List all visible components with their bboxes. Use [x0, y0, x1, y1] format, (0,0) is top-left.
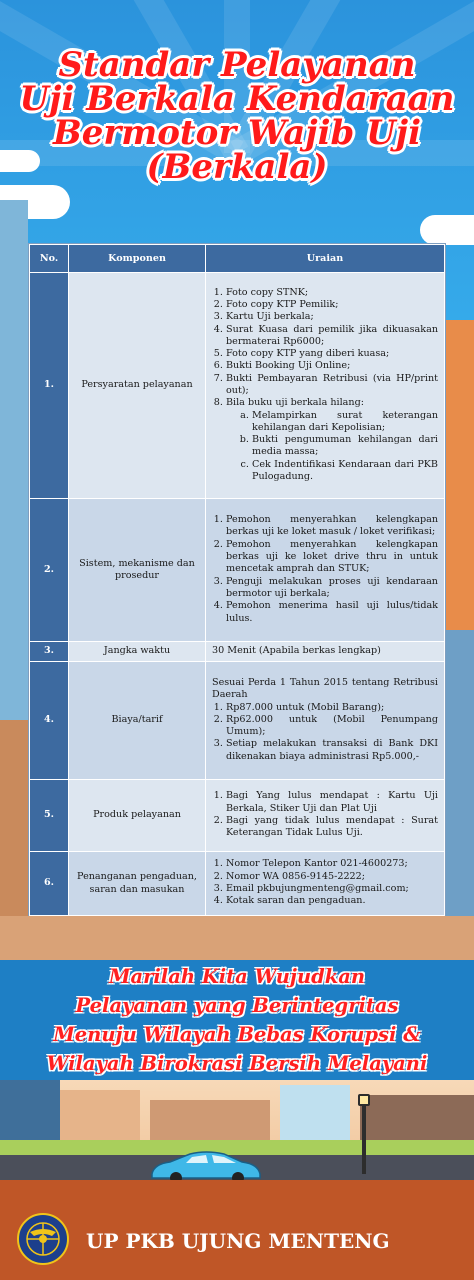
list-item: 2. Pemohon menyerahkan kelengkapan berkas uji ke loket drive thru in untuk mencetak amprah dan STUK; [226, 539, 438, 576]
row-number: 5. [30, 780, 69, 852]
row-description [206, 499, 445, 642]
column-header-no: No. [30, 245, 69, 273]
sub-list-item: b. Bukti pengumuman kehilangan dari media massa; [252, 434, 438, 459]
list-item: 4. Pemohon menerima hasil uji lulus/tidak lulus. [226, 600, 438, 625]
column-header-komponen: Komponen [69, 245, 206, 273]
row-description [206, 780, 445, 852]
table-row [30, 662, 445, 780]
row-number: 3. [30, 642, 69, 662]
list-item: 6. Bukti Booking Uji Online; [226, 360, 438, 372]
title-line: Bermotor Wajib Uji [52, 113, 422, 153]
table-row [30, 273, 445, 499]
motto-line: Marilah Kita Wujudkan [108, 965, 366, 988]
list-item [226, 397, 438, 483]
row-number: 4. [30, 662, 69, 780]
list-item: 2. Nomor WA 0856-9145-2222; [226, 871, 438, 883]
motto-line: Menuju Wilayah Bebas Korupsi & [53, 1023, 421, 1046]
sub-list-item: c. Cek Indentifikasi Kendaraan dari PKB Pulogadung. [252, 459, 438, 484]
column-header-uraian: Uraian [206, 245, 445, 273]
motto-line: Wilayah Birokrasi Bersih Melayani [46, 1052, 428, 1075]
list-item: 1. Foto copy STNK; [226, 287, 438, 299]
list-item: 4. Kotak saran dan pengaduan. [226, 895, 438, 907]
table-row [30, 852, 445, 916]
list-item: 7. Bukti Pembayaran Retribusi (via HP/print out); [226, 373, 438, 398]
list-item-text: Bila buku uji berkala hilang: [226, 397, 364, 409]
row-component: Produk pelayanan [69, 780, 206, 852]
row-number: 1. [30, 273, 69, 499]
list-item: 4. Surat Kuasa dari pemilik jika dikuasakan bermaterai Rp6000; [226, 324, 438, 349]
ministry-emblem-icon [16, 1212, 70, 1266]
row-component: Penanganan pengaduan, saran dan masukan [69, 852, 206, 916]
building [0, 916, 474, 960]
motto-line: Pelayanan yang Berintegritas [75, 994, 399, 1017]
cloud [420, 215, 474, 245]
row-description [206, 273, 445, 499]
row-description: 30 Menit (Apabila berkas lengkap) [206, 642, 445, 662]
row-component: Persyaratan pelayanan [69, 273, 206, 499]
row-component: Sistem, mekanisme dan prosedur [69, 499, 206, 642]
page-title [0, 45, 474, 187]
row-number: 2. [30, 499, 69, 642]
list-item: 2. Rp62.000 untuk (Mobil Penumpang Umum); [226, 714, 438, 739]
row-description [206, 852, 445, 916]
table-header-row [30, 245, 445, 273]
list-item: 1. Bagi Yang lulus mendapat : Kartu Uji Berkala, Stiker Uji dan Plat Uji [226, 790, 438, 815]
lamp-post-icon [356, 1094, 372, 1174]
title-line: Standar Pelayanan [58, 45, 416, 85]
service-standard-table-panel [28, 243, 446, 916]
list-item: 1. Nomor Telepon Kantor 021-4600273; [226, 858, 438, 870]
table-row [30, 780, 445, 852]
motto-text [0, 962, 474, 1078]
row-component: Jangka waktu [69, 642, 206, 662]
title-line: (Berkala) [146, 147, 328, 187]
list-item: 5. Foto copy KTP yang diberi kuasa; [226, 348, 438, 360]
sub-list-item: a. Melampirkan surat keterangan kehilangan dari Kepolisian; [252, 410, 438, 435]
table-row [30, 642, 445, 662]
car-icon [146, 1150, 264, 1184]
list-item: 3. Penguji melakukan proses uji kendaraan bermotor uji berkala; [226, 576, 438, 601]
building [446, 630, 474, 960]
row-description [206, 662, 445, 780]
list-item: 2. Foto copy KTP Pemilik; [226, 299, 438, 311]
list-item: 2. Bagi yang tidak lulus mendapat : Surat Keterangan Tidak Lulus Uji. [226, 815, 438, 840]
table-row [30, 499, 445, 642]
list-item: 1. Rp87.000 untuk (Mobil Barang); [226, 702, 438, 714]
title-line: Uji Berkala Kendaraan [19, 79, 455, 119]
list-item: 3. Setiap melakukan transaksi di Bank DKI dikenakan biaya administrasi Rp5.000,- [226, 738, 438, 763]
list-item: 3. Kartu Uji berkala; [226, 311, 438, 323]
list-item: 3. Email pkbujungmenteng@gmail.com; [226, 883, 438, 895]
footer-label: UP PKB UJUNG MENTENG [86, 1229, 390, 1253]
service-standard-table [29, 244, 445, 916]
row-component: Biaya/tarif [69, 662, 206, 780]
list-item: 1. Pemohon menyerahkan kelengkapan berkas uji ke loket masuk / loket verifikasi; [226, 514, 438, 539]
row-number: 6. [30, 852, 69, 916]
row-intro: Sesuai Perda 1 Tahun 2015 tentang Retribusi Daerah [212, 676, 438, 701]
